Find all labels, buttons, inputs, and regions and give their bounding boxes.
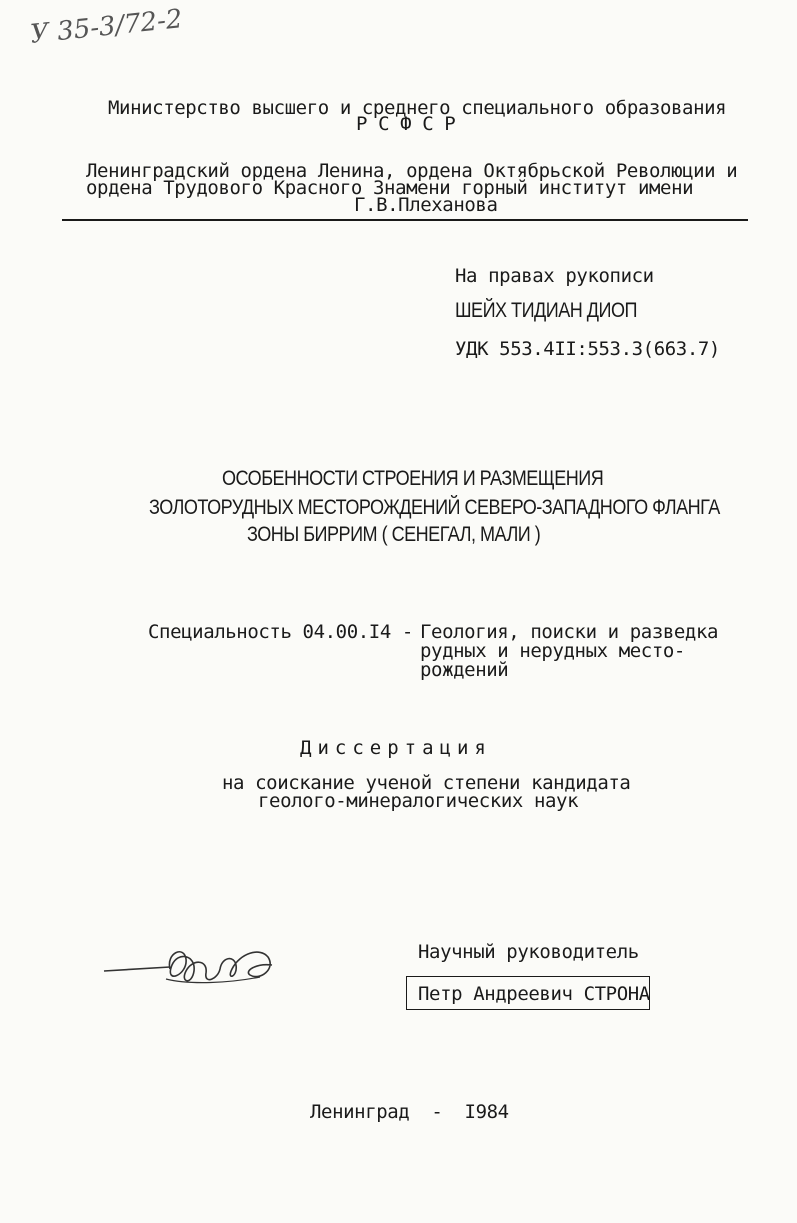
institute-line-2: ордена Трудового Красного Знамени горный институт имени [86, 177, 694, 199]
title-line-2: ЗОЛОТОРУДНЫХ МЕСТОРОЖДЕНИЙ СЕВЕРО-ЗАПАДНОГО ФЛАНГА [149, 496, 720, 519]
ministry-rsfsr: Р С Ф С Р [356, 113, 456, 135]
institute-line-1: Ленинградский ордена Ленина, ордена Октябрьской Революции и [86, 160, 738, 182]
title-line-1: ОСОБЕННОСТИ СТРОЕНИЯ И РАЗМЕЩЕНИЯ [222, 467, 604, 490]
supervisor-name: Петр Андреевич СТРОНА [418, 983, 650, 1005]
signature-image [100, 935, 290, 995]
title-line-3: ЗОНЫ БИРРИМ ( СЕНЕГАЛ, МАЛИ ) [247, 523, 541, 546]
archive-mark [29, 4, 184, 50]
specialty-line-3: рождений [420, 659, 509, 681]
dissertation-line-1: на соискание ученой степени кандидата [222, 772, 631, 794]
ministry-line-1: Министерство высшего и среднего специального образования [108, 97, 727, 119]
archive-mark-text: У 35-3/72-2 [28, 4, 184, 50]
specialty-line-2: рудных и нерудных место- [420, 640, 685, 662]
manuscript-rights: На правах рукописи [455, 265, 654, 287]
dissertation-heading: Диссертация [300, 737, 492, 759]
specialty-line-1: Геология, поиски и разведка [420, 621, 719, 643]
institute-line-3: Г.В.Плеханова [354, 194, 498, 216]
author-name: ШЕЙХ ТИДИАН ДИОП [455, 299, 637, 322]
dissertation-line-2: геолого-минералогических наук [258, 790, 579, 812]
supervisor-label: Научный руководитель [418, 941, 639, 963]
udk-code: УДК 553.4II:553.3(663.7) [455, 338, 720, 360]
header-rule [62, 219, 748, 221]
specialty-label: Специальность 04.00.I4 - [148, 621, 413, 643]
city-year: Ленинград - I984 [310, 1101, 509, 1123]
